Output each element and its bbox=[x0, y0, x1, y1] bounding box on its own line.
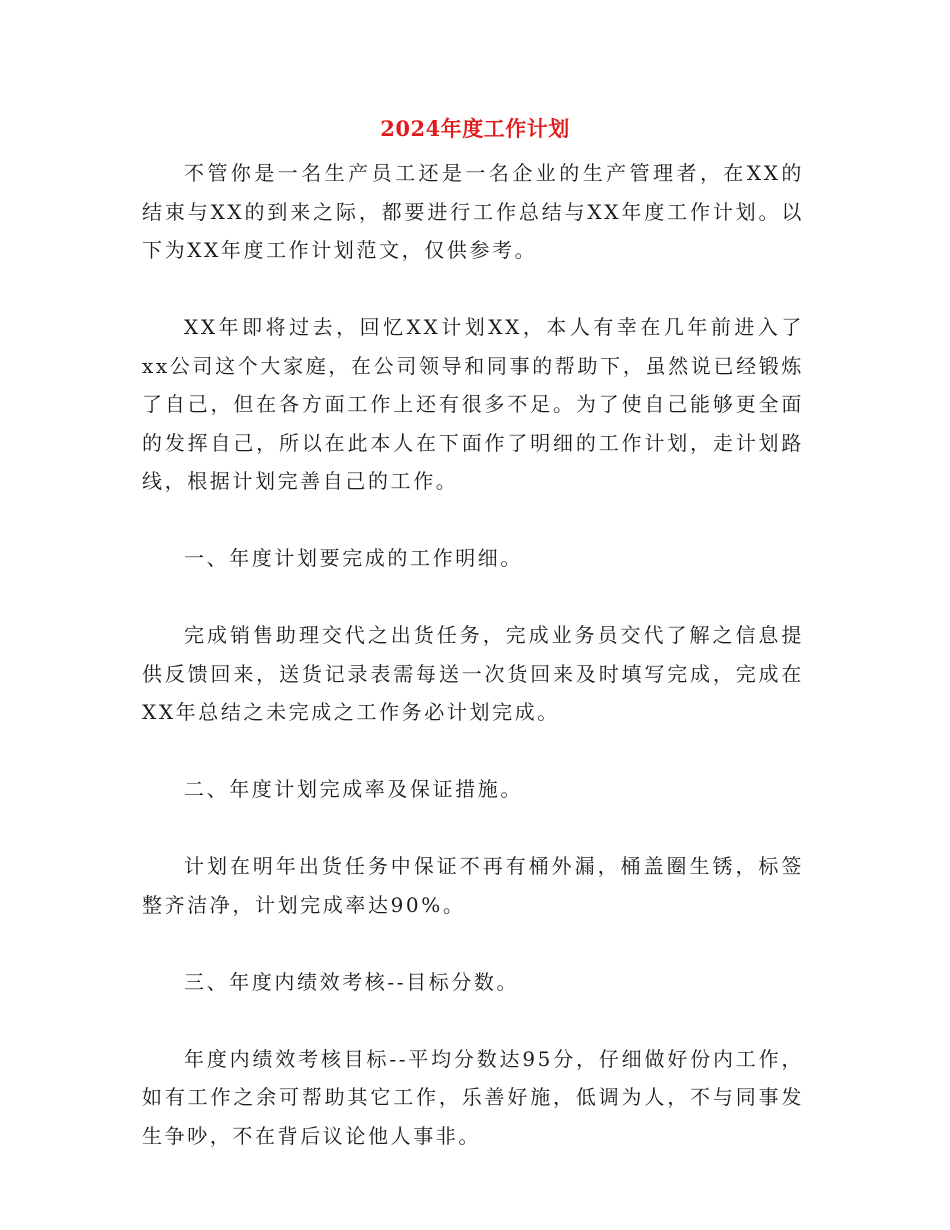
document-body bbox=[142, 154, 804, 1155]
background-paragraph: XX年即将过去，回忆XX计划XX，本人有幸在几年前进入了xx公司这个大家庭，在公司领导和同事的帮助下，虽然说已经锻炼了自己，但在各方面工作上还有很多不足。为了使自己能够更全面的发挥自己，所以在此本人在下面作了明细的工作计划，走计划路线，根据计划完善自己的工作。 bbox=[142, 315, 804, 493]
section-heading-3: 三、年度内绩效考核--目标分数。 bbox=[184, 969, 520, 994]
section-1-paragraph: 完成销售助理交代之出货任务，完成业务员交代了解之信息提供反馈回来，送货记录表需每送一次货回来及时填写完成，完成在XX年总结之未完成之工作务必计划完成。 bbox=[142, 623, 804, 724]
paragraph-spacer bbox=[142, 924, 804, 963]
paragraph-spacer bbox=[142, 809, 804, 848]
section-heading-1: 一、年度计划要完成的工作明细。 bbox=[184, 546, 523, 570]
paragraph-spacer bbox=[142, 732, 804, 771]
section-3-paragraph: 年度内绩效考核目标--平均分数达95分，仔细做好份内工作，如有工作之余可帮助其它工作，乐善好施，低调为人，不与同事发生争吵，不在背后议论他人事非。 bbox=[142, 1046, 804, 1148]
paragraph-spacer bbox=[142, 501, 804, 540]
section-2-paragraph: 计划在明年出货任务中保证不再有桶外漏，桶盖圈生锈，标签整齐洁净，计划完成率达90%。 bbox=[142, 854, 804, 917]
paragraph-spacer bbox=[142, 578, 804, 617]
document-title: 2024年度工作计划 bbox=[380, 116, 570, 141]
intro-paragraph: 不管你是一名生产员工还是一名企业的生产管理者，在XX的结束与XX的到来之际，都要进行工作总结与XX年度工作计划。以下为XX年度工作计划范文，仅供参考。 bbox=[142, 161, 804, 262]
paragraph-spacer bbox=[142, 270, 804, 309]
section-heading-2: 二、年度计划完成率及保证措施。 bbox=[184, 777, 523, 801]
paragraph-spacer bbox=[142, 1001, 804, 1040]
